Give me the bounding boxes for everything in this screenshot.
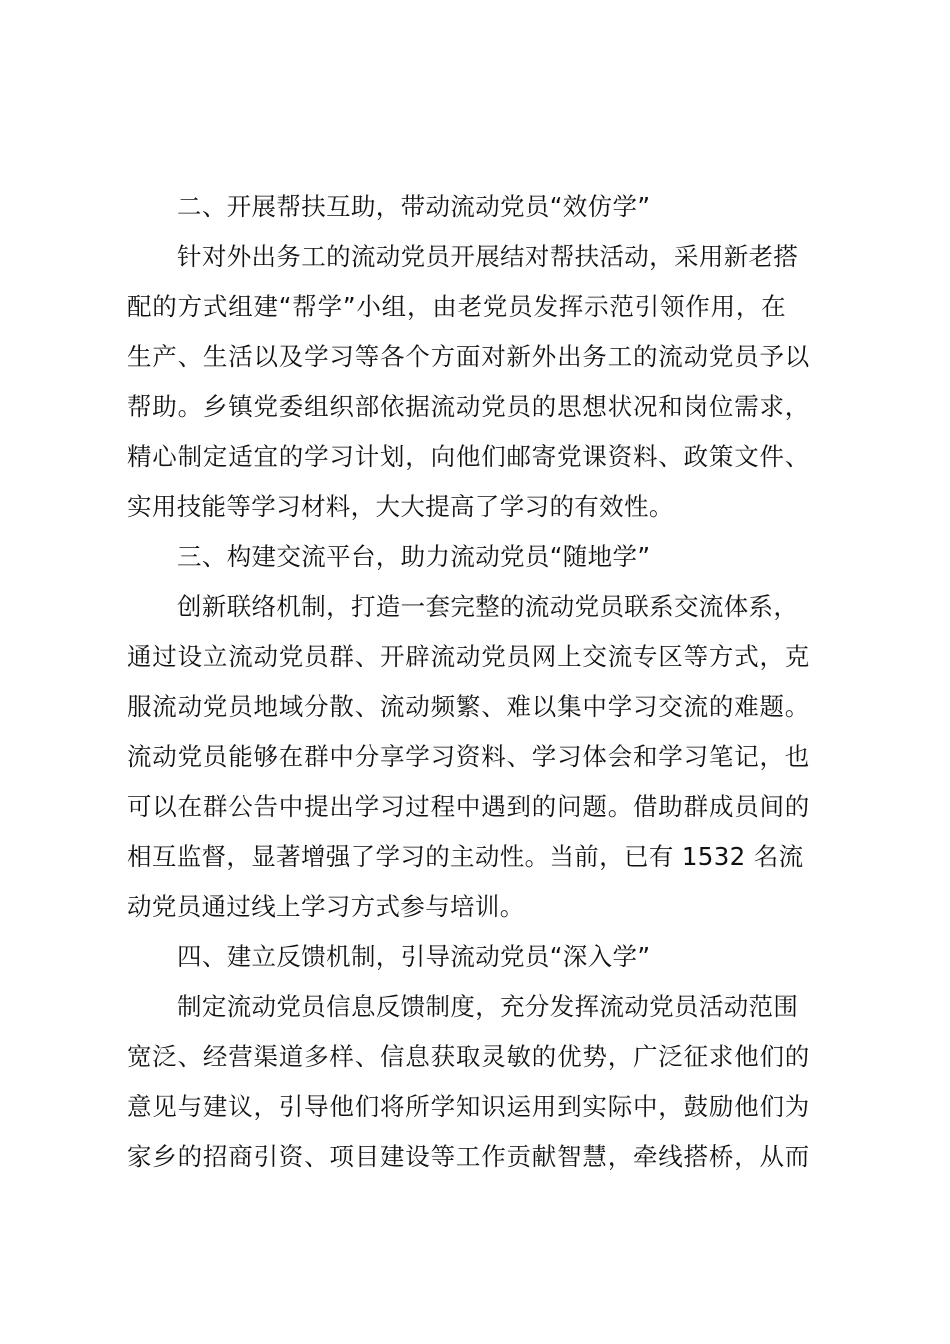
paragraph-line: 实用技能等学习材料，大大提高了学习的有效性。: [127, 492, 674, 521]
paragraph-line: 相互监督，显著增强了学习的主动性。当前，已有 1532 名流: [127, 842, 804, 871]
paragraph-line: 精心制定适宜的学习计划，向他们邮寄党课资料、政策文件、: [127, 442, 811, 471]
paragraph-line: 家乡的招商引资、项目建设等工作贡献智慧，牵线搭桥，从而: [127, 1142, 811, 1171]
paragraph-line: 流动党员能够在群中分享学习资料、学习体会和学习笔记，也: [127, 742, 811, 771]
paragraph-line: 生产、生活以及学习等各个方面对新外出务工的流动党员予以: [127, 342, 811, 371]
document-body: [127, 182, 833, 1182]
paragraph-line: 动党员通过线上学习方式参与培训。: [127, 892, 525, 921]
paragraph-line: 配的方式组建“帮学”小组，由老党员发挥示范引领作用，在: [127, 292, 787, 321]
paragraph-line: 帮助。乡镇党委组织部依据流动党员的思想状况和岗位需求，: [127, 392, 811, 421]
paragraph-line: 意见与建议，引导他们将所学知识运用到实际中，鼓励他们为: [127, 1092, 811, 1121]
paragraph-line: 服流动党员地域分散、流动频繁、难以集中学习交流的难题。: [127, 692, 811, 721]
section-heading-3: 三、构建交流平台，助力流动党员“随地学”: [177, 542, 651, 571]
paragraph-line: 制定流动党员信息反馈制度，充分发挥流动党员活动范围: [177, 992, 799, 1021]
paragraph-line: 创新联络机制，打造一套完整的流动党员联系交流体系，: [177, 592, 799, 621]
paragraph-line: 针对外出务工的流动党员开展结对帮扶活动，采用新老搭: [177, 242, 799, 271]
section-heading-2: 二、开展帮扶互助，带动流动党员“效仿学”: [177, 192, 651, 221]
paragraph-line: 可以在群公告中提出学习过程中遇到的问题。借助群成员间的: [127, 792, 811, 821]
paragraph-line: 宽泛、经营渠道多样、信息获取灵敏的优势，广泛征求他们的: [127, 1042, 811, 1071]
paragraph-line: 通过设立流动党员群、开辟流动党员网上交流专区等方式，克: [127, 642, 811, 671]
section-heading-4: 四、建立反馈机制，引导流动党员“深入学”: [177, 942, 651, 971]
